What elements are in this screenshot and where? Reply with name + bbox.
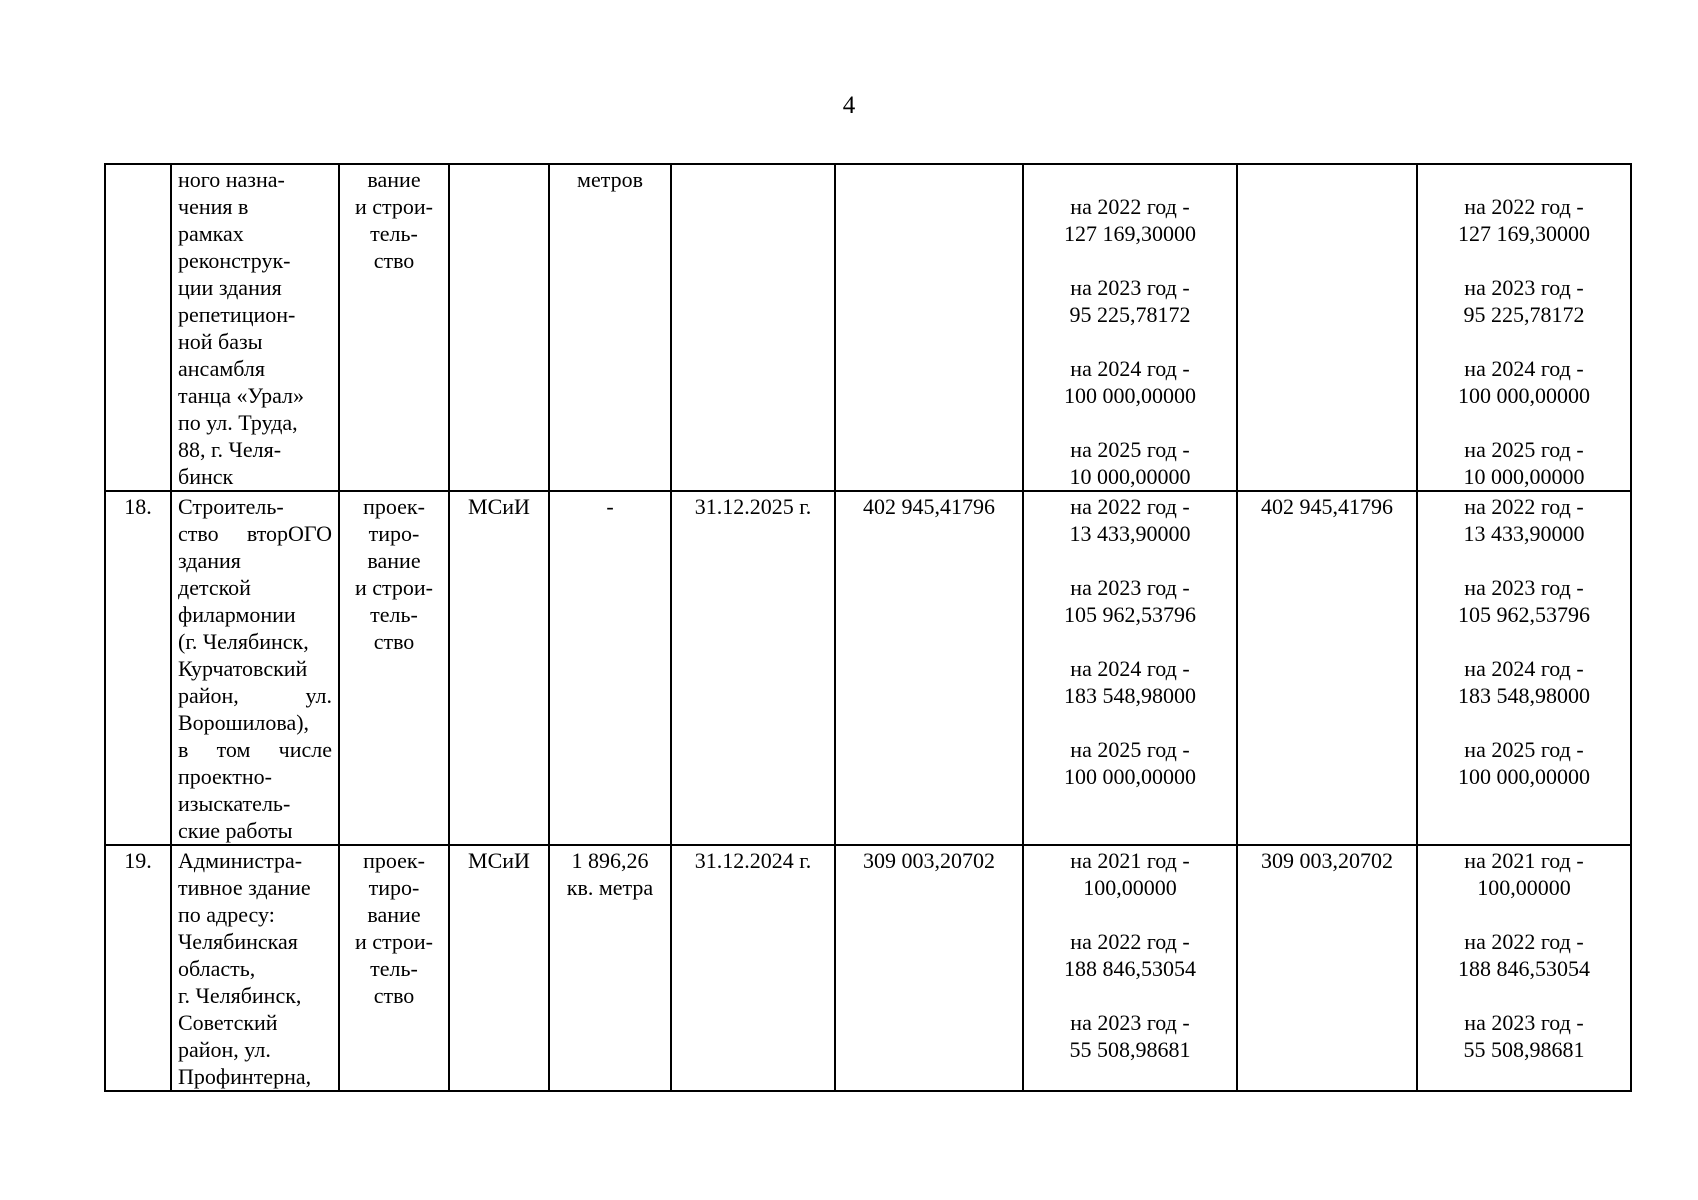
cost-text: 402 945,41796	[863, 494, 995, 519]
cell-finance-by-year	[1023, 845, 1237, 1091]
text-line: Курчатовский	[178, 656, 308, 681]
text-line: проек-	[363, 848, 425, 873]
customer-text: МСиИ	[468, 848, 530, 873]
text-line: ного назна-	[178, 167, 285, 192]
text-line: и строи-	[354, 929, 434, 954]
text-line: район, ул.	[178, 1037, 271, 1062]
cell-estimated-cost-2	[1237, 164, 1417, 491]
text-line: репетицион-	[178, 302, 296, 327]
objects-table	[104, 163, 1632, 1092]
cell-finance-by-year	[1023, 164, 1237, 491]
text-line: 13 433,90000	[1463, 521, 1585, 546]
text-line: на 2024 год -	[1070, 356, 1190, 381]
text-line: ские работы	[178, 818, 293, 843]
text-line: 127 169,30000	[1064, 221, 1196, 246]
cell-customer	[449, 491, 549, 845]
text-line: детской	[178, 575, 251, 600]
text-line: тиро-	[368, 875, 420, 900]
text-line: район, ул.	[178, 683, 332, 708]
text-line: вание	[367, 902, 421, 927]
text-line: на 2023 год -	[1464, 1010, 1584, 1035]
text-line: 100,00000	[1083, 875, 1177, 900]
text-line: проектно-	[178, 764, 272, 789]
text-line: Ворошилова),	[178, 710, 310, 735]
text-line: Советский	[178, 1010, 278, 1035]
text-line: на 2024 год -	[1070, 656, 1190, 681]
cell-finance-by-year-2	[1417, 164, 1631, 491]
spacer	[1030, 982, 1230, 1009]
text-line: Строитель-	[178, 494, 284, 519]
cell-capacity	[549, 164, 671, 491]
spacer	[1424, 901, 1624, 928]
text-line: реконструк-	[178, 248, 291, 273]
deadline-text: 31.12.2025 г.	[694, 494, 812, 519]
text-line: вание	[367, 167, 421, 192]
spacer	[1424, 982, 1624, 1009]
spacer	[1030, 328, 1230, 355]
text-line: метров	[577, 167, 643, 192]
spacer	[1424, 709, 1624, 736]
text-line: 88, г. Челя-	[178, 437, 282, 462]
cell-estimated-cost-2	[1237, 845, 1417, 1091]
spacer	[1030, 247, 1230, 274]
text-line: проек-	[363, 494, 425, 519]
row-number: 19.	[124, 848, 152, 873]
cell-finance-by-year	[1023, 491, 1237, 845]
text-line: на 2022 год -	[1464, 194, 1584, 219]
text-line: ансамбля	[178, 356, 266, 381]
text-line: по адресу:	[178, 902, 275, 927]
page-number: 4	[842, 92, 856, 119]
text-line: на 2022 год -	[1464, 929, 1584, 954]
text-line: бинск	[178, 464, 234, 489]
text-line: Администра-	[178, 848, 303, 873]
cell-work-type	[339, 845, 449, 1091]
text-line: на 2024 год -	[1464, 656, 1584, 681]
text-line: 13 433,90000	[1069, 521, 1191, 546]
cell-deadline	[671, 845, 835, 1091]
text-line: на 2021 год -	[1070, 848, 1190, 873]
text-line: на 2023 год -	[1070, 1010, 1190, 1035]
cost-text: 309 003,20702	[1261, 848, 1393, 873]
text-line: 127 169,30000	[1458, 221, 1590, 246]
text-line: 1 896,26	[571, 848, 649, 873]
text-line: область,	[178, 956, 256, 981]
cell-estimated-cost-2	[1237, 491, 1417, 845]
cell-number	[105, 845, 171, 1091]
cell-estimated-cost	[835, 164, 1023, 491]
cell-customer	[449, 845, 549, 1091]
text-line: на 2024 год -	[1464, 356, 1584, 381]
text-line: ство	[373, 629, 415, 654]
text-line: на 2025 год -	[1070, 437, 1190, 462]
text-line: 55 508,98681	[1069, 1037, 1191, 1062]
table-row	[105, 491, 1631, 845]
cell-object-name	[171, 491, 339, 845]
row-number: 18.	[124, 494, 152, 519]
text-line: на 2025 год -	[1070, 737, 1190, 762]
cell-customer	[449, 164, 549, 491]
text-line: рамках	[178, 221, 244, 246]
text-line: на 2025 год -	[1464, 437, 1584, 462]
text-line: 10 000,00000	[1069, 464, 1191, 489]
text-line: филармонии	[178, 602, 296, 627]
text-line: г. Челябинск,	[178, 983, 302, 1008]
text-line: на 2023 год -	[1464, 275, 1584, 300]
text-line: 95 225,78172	[1463, 302, 1585, 327]
text-line: ство	[373, 248, 415, 273]
text-line: ство вторОГО	[178, 521, 332, 546]
cell-estimated-cost	[835, 491, 1023, 845]
cost-text: 309 003,20702	[863, 848, 995, 873]
text-line: вание	[367, 548, 421, 573]
text-line: 105 962,53796	[1458, 602, 1590, 627]
text-line: по ул. Труда,	[178, 410, 298, 435]
text-line: 183 548,98000	[1064, 683, 1196, 708]
customer-text: МСиИ	[468, 494, 530, 519]
table-row	[105, 164, 1631, 491]
cell-work-type	[339, 164, 449, 491]
spacer	[1424, 247, 1624, 274]
text-line: танца «Урал»	[178, 383, 305, 408]
text-line: здания	[178, 548, 241, 573]
text-line: 10 000,00000	[1463, 464, 1585, 489]
text-line: тель-	[370, 956, 418, 981]
spacer	[1424, 328, 1624, 355]
cell-number	[105, 164, 171, 491]
cell-capacity	[549, 491, 671, 845]
text-line: на 2023 год -	[1464, 575, 1584, 600]
spacer	[1424, 409, 1624, 436]
table-body	[105, 164, 1631, 1091]
text-line: чения в	[178, 194, 249, 219]
cell-finance-by-year-2	[1417, 845, 1631, 1091]
text-line: (г. Челябинск,	[178, 629, 309, 654]
cell-number	[105, 491, 171, 845]
text-line: 100 000,00000	[1458, 764, 1590, 789]
text-line: 100,00000	[1477, 875, 1571, 900]
text-line: ство	[373, 983, 415, 1008]
text-line: и строи-	[354, 194, 434, 219]
text-line: 183 548,98000	[1458, 683, 1590, 708]
spacer	[1424, 628, 1624, 655]
text-line: тель-	[370, 602, 418, 627]
text-line: и строи-	[354, 575, 434, 600]
text-line: изыскатель-	[178, 791, 291, 816]
spacer	[1030, 409, 1230, 436]
text-line: 95 225,78172	[1069, 302, 1191, 327]
spacer	[1030, 166, 1230, 193]
cell-capacity	[549, 845, 671, 1091]
spacer	[1424, 547, 1624, 574]
text-line: 100 000,00000	[1458, 383, 1590, 408]
cell-finance-by-year-2	[1417, 491, 1631, 845]
spacer	[1030, 628, 1230, 655]
text-line: 100 000,00000	[1064, 764, 1196, 789]
cell-deadline	[671, 491, 835, 845]
text-line: тиро-	[368, 521, 420, 546]
text-line: 55 508,98681	[1463, 1037, 1585, 1062]
text-line: Челябинская	[178, 929, 298, 954]
text-line: кв. метра	[566, 875, 654, 900]
spacer	[1030, 709, 1230, 736]
cell-deadline	[671, 164, 835, 491]
deadline-text: 31.12.2024 г.	[694, 848, 812, 873]
text-line: 188 846,53054	[1064, 956, 1196, 981]
text-line: на 2022 год -	[1070, 929, 1190, 954]
text-line: на 2025 год -	[1464, 737, 1584, 762]
text-line: в том числе	[178, 737, 332, 762]
spacer	[1424, 166, 1624, 193]
text-line: на 2022 год -	[1070, 494, 1190, 519]
text-line: на 2023 год -	[1070, 275, 1190, 300]
cell-estimated-cost	[835, 845, 1023, 1091]
spacer	[1030, 547, 1230, 574]
text-line: тель-	[370, 221, 418, 246]
spacer	[1030, 901, 1230, 928]
text-line: на 2022 год -	[1464, 494, 1584, 519]
text-line: тивное здание	[178, 875, 311, 900]
text-line: на 2022 год -	[1070, 194, 1190, 219]
cost-text: 402 945,41796	[1261, 494, 1393, 519]
text-line: на 2023 год -	[1070, 575, 1190, 600]
text-line: Профинтерна,	[178, 1064, 312, 1089]
text-line: 100 000,00000	[1064, 383, 1196, 408]
text-line: -	[606, 494, 614, 519]
text-line: ной базы	[178, 329, 263, 354]
text-line: на 2021 год -	[1464, 848, 1584, 873]
cell-object-name	[171, 845, 339, 1091]
text-line: 188 846,53054	[1458, 956, 1590, 981]
text-line: 105 962,53796	[1064, 602, 1196, 627]
table-row	[105, 845, 1631, 1091]
cell-object-name	[171, 164, 339, 491]
text-line: ции здания	[178, 275, 282, 300]
cell-work-type	[339, 491, 449, 845]
